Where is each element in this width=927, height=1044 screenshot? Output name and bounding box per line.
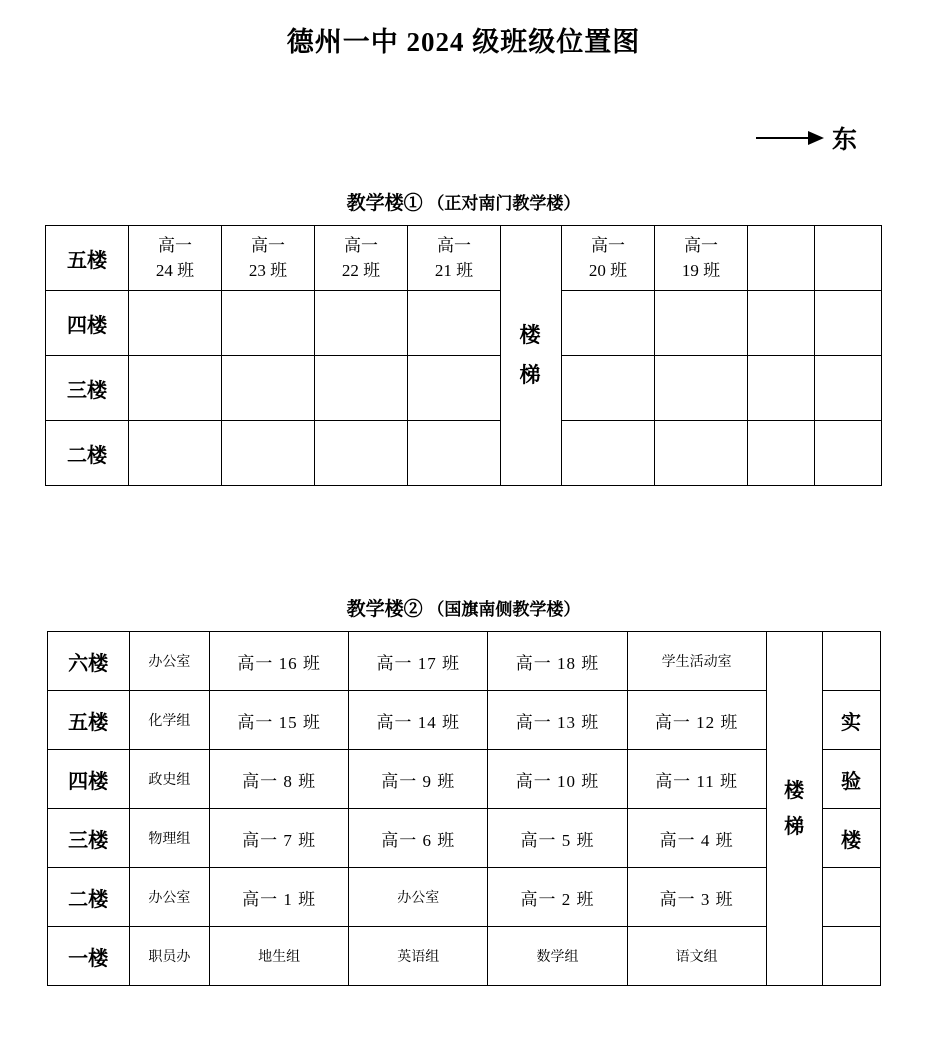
class-cell: 高一 3 班 [627, 868, 766, 927]
class-cell: 数学组 [488, 927, 627, 986]
room-line-1: 高一 [344, 235, 378, 255]
room-cell [562, 421, 655, 486]
class-cell: 高一 12 班 [627, 691, 766, 750]
class-location-diagram [0, 20, 927, 1044]
class-cell: 语文组 [627, 927, 766, 986]
class-cell: 英语组 [349, 927, 488, 986]
class-cell: 高一 16 班 [210, 632, 349, 691]
building-two-section [0, 594, 927, 986]
arrow-right-icon [756, 130, 826, 146]
class-cell: 高一 18 班 [488, 632, 627, 691]
floor-label: 四楼 [46, 291, 129, 356]
floor-label: 一楼 [47, 927, 129, 986]
compass-indicator [756, 120, 857, 156]
class-cell: 高一 7 班 [210, 809, 349, 868]
table-row [47, 927, 880, 986]
floor-label: 五楼 [46, 226, 129, 291]
building-two-title: 教学楼② [346, 599, 423, 620]
room-cell [408, 356, 501, 421]
empty-cell [815, 291, 882, 356]
table-row [47, 868, 880, 927]
room-line-2: 19 班 [681, 261, 721, 280]
lab-building-label: 楼 [822, 809, 880, 868]
empty-cell [748, 356, 815, 421]
room-cell [315, 226, 408, 291]
table-row [47, 632, 880, 691]
class-cell: 高一 1 班 [210, 868, 349, 927]
table-row [46, 356, 882, 421]
room-cell [222, 226, 315, 291]
class-cell: 高一 14 班 [349, 691, 488, 750]
class-cell: 高一 15 班 [210, 691, 349, 750]
room-line-2: 21 班 [434, 261, 474, 280]
room-cell [222, 421, 315, 486]
stairway-cell [501, 226, 562, 486]
room-cell [655, 291, 748, 356]
room-cell [222, 356, 315, 421]
table-row [47, 809, 880, 868]
building-one-subtitle: （正对南门教学楼） [427, 194, 581, 213]
room-cell [408, 421, 501, 486]
room-cell [315, 356, 408, 421]
empty-cell [815, 226, 882, 291]
class-cell: 高一 5 班 [488, 809, 627, 868]
stair-label-1: 楼 [784, 779, 805, 802]
room-line-1: 高一 [251, 235, 285, 255]
floor-label: 二楼 [46, 421, 129, 486]
room-cell [562, 356, 655, 421]
class-cell: 高一 10 班 [488, 750, 627, 809]
empty-cell [748, 226, 815, 291]
department-cell: 物理组 [129, 809, 209, 868]
room-cell [408, 226, 501, 291]
lab-building-label: 验 [822, 750, 880, 809]
empty-cell [748, 421, 815, 486]
room-cell [129, 226, 222, 291]
class-cell: 高一 11 班 [627, 750, 766, 809]
stair-label-2: 梯 [784, 815, 805, 838]
room-cell [655, 421, 748, 486]
building-two-table [47, 631, 881, 986]
class-cell: 办公室 [349, 868, 488, 927]
room-cell [315, 421, 408, 486]
class-cell: 学生活动室 [627, 632, 766, 691]
room-line-1: 高一 [437, 235, 471, 255]
building-one-heading [0, 188, 927, 215]
class-cell: 高一 17 班 [349, 632, 488, 691]
room-cell [222, 291, 315, 356]
stair-label-1: 楼 [519, 322, 543, 347]
department-cell: 办公室 [129, 868, 209, 927]
empty-cell [822, 632, 880, 691]
table-row [47, 750, 880, 809]
class-cell: 高一 13 班 [488, 691, 627, 750]
room-line-1: 高一 [684, 235, 718, 255]
building-one-table [45, 225, 882, 486]
empty-cell [822, 927, 880, 986]
room-line-2: 22 班 [341, 261, 381, 280]
building-one-section [0, 188, 927, 486]
table-row [46, 291, 882, 356]
department-cell: 政史组 [129, 750, 209, 809]
room-cell [315, 291, 408, 356]
room-cell [129, 291, 222, 356]
class-cell: 高一 2 班 [488, 868, 627, 927]
room-line-2: 24 班 [155, 261, 195, 280]
room-line-1: 高一 [591, 235, 625, 255]
room-cell [655, 226, 748, 291]
empty-cell [815, 356, 882, 421]
room-line-2: 23 班 [248, 261, 288, 280]
room-cell [408, 291, 501, 356]
floor-label: 二楼 [47, 868, 129, 927]
room-cell [129, 421, 222, 486]
page-title: 德州一中 2024 级班级位置图 [286, 27, 641, 57]
room-cell [562, 226, 655, 291]
stairway-cell [766, 632, 822, 986]
table-row [47, 691, 880, 750]
table-row [46, 226, 882, 291]
floor-label: 五楼 [47, 691, 129, 750]
stair-label-2: 梯 [519, 362, 543, 387]
building-one-title: 教学楼① [346, 193, 423, 214]
empty-cell [822, 868, 880, 927]
room-cell [129, 356, 222, 421]
class-cell: 高一 6 班 [349, 809, 488, 868]
room-cell [562, 291, 655, 356]
floor-label: 四楼 [47, 750, 129, 809]
direction-label: 东 [831, 127, 857, 154]
class-cell: 高一 4 班 [627, 809, 766, 868]
lab-building-label: 实 [822, 691, 880, 750]
room-line-1: 高一 [158, 235, 192, 255]
empty-cell [815, 421, 882, 486]
department-cell: 化学组 [129, 691, 209, 750]
building-two-heading [0, 594, 927, 621]
department-cell: 办公室 [129, 632, 209, 691]
table-row [46, 421, 882, 486]
department-cell: 职员办 [129, 927, 209, 986]
building-two-subtitle: （国旗南侧教学楼） [427, 600, 581, 619]
floor-label: 六楼 [47, 632, 129, 691]
floor-label: 三楼 [46, 356, 129, 421]
class-cell: 地生组 [210, 927, 349, 986]
room-cell [655, 356, 748, 421]
class-cell: 高一 8 班 [210, 750, 349, 809]
room-line-2: 20 班 [588, 261, 628, 280]
empty-cell [748, 291, 815, 356]
floor-label: 三楼 [47, 809, 129, 868]
class-cell: 高一 9 班 [349, 750, 488, 809]
